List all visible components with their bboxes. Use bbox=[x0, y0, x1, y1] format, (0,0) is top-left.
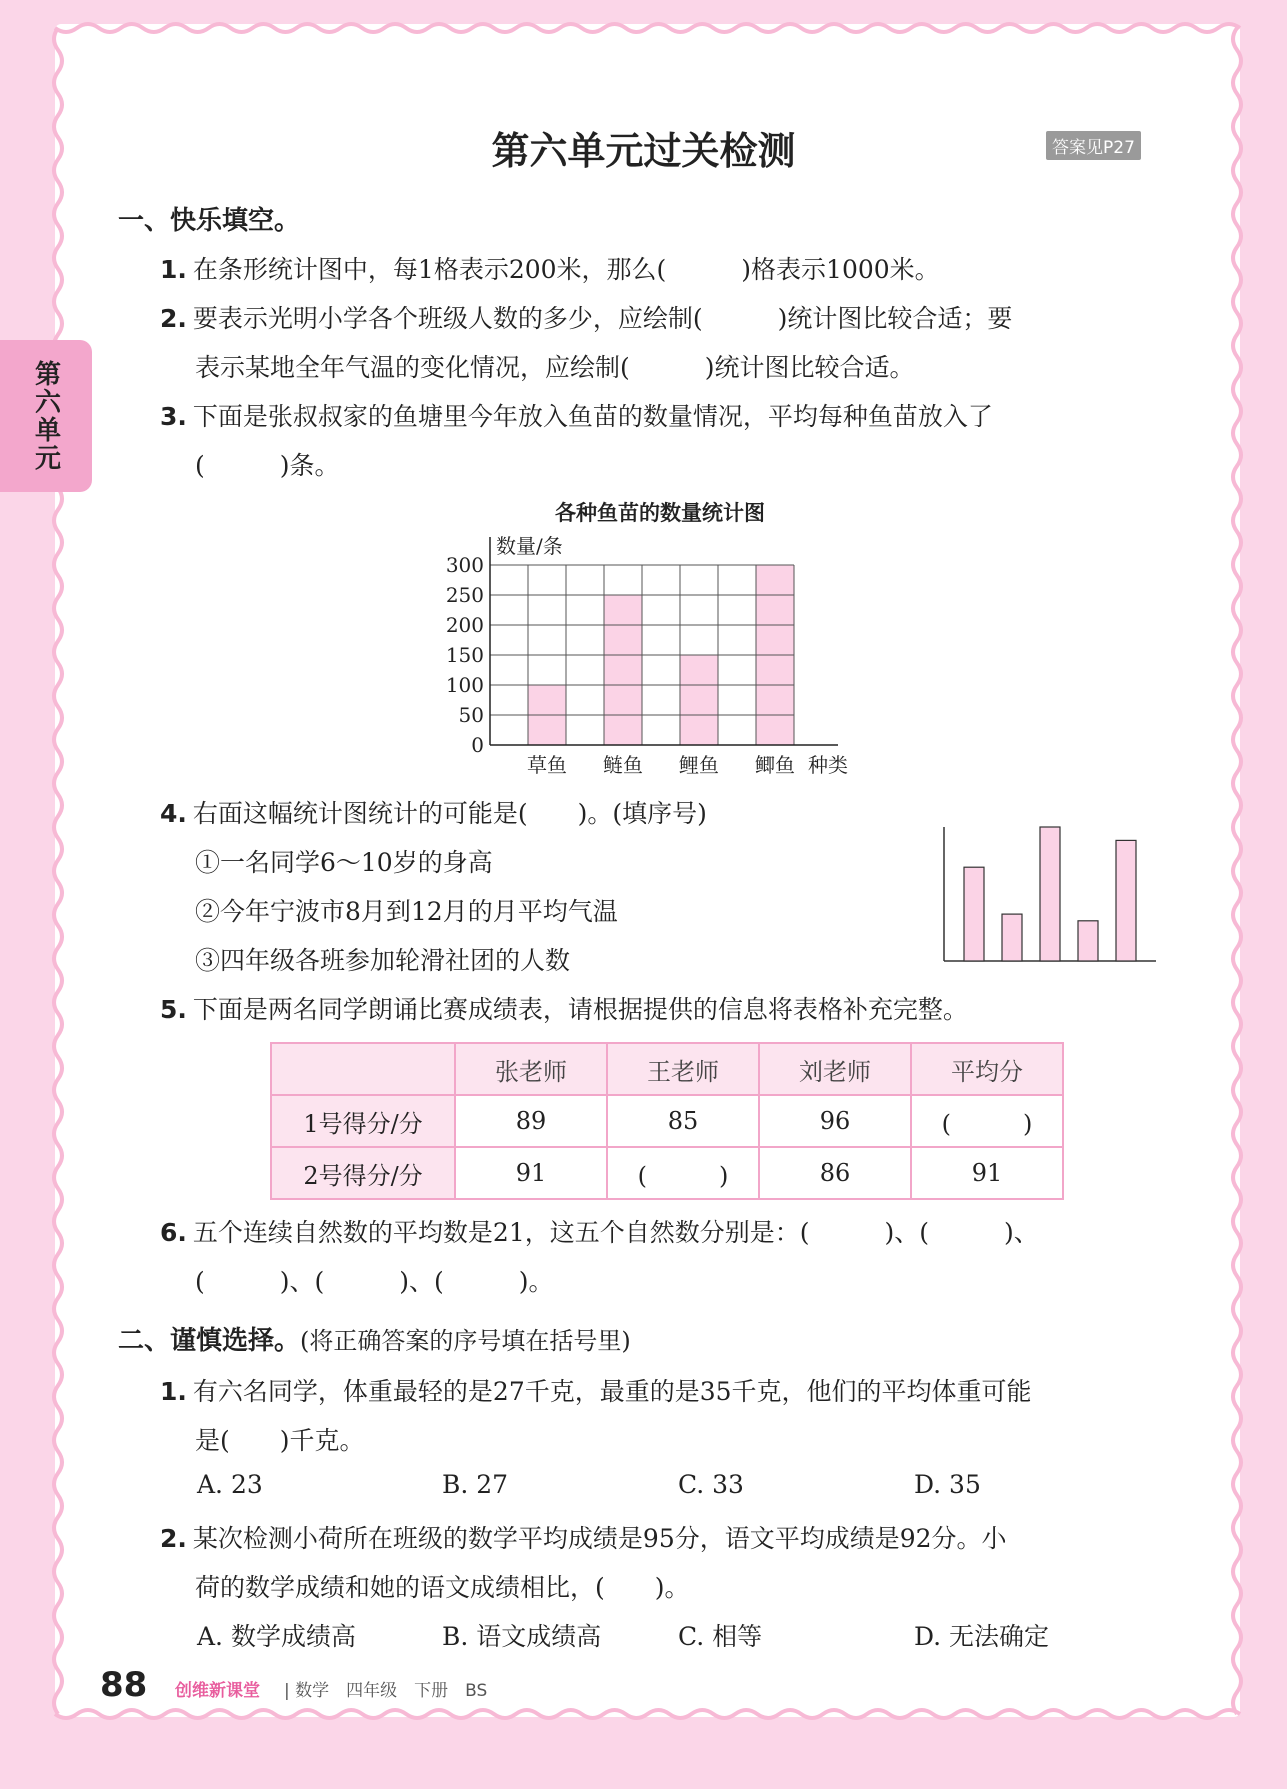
question-2-1-cont: 是( )千克。 bbox=[195, 1426, 365, 1455]
question-text: 五个连续自然数的平均数是21，这五个自然数分别是：( )、( )、 bbox=[192, 1218, 1039, 1247]
table-row bbox=[271, 1147, 1063, 1199]
table-cell: 85 bbox=[607, 1095, 759, 1147]
bar bbox=[1040, 827, 1060, 961]
choice-a: A. 23 bbox=[197, 1470, 263, 1499]
unit-side-tab: 第六单元 bbox=[0, 340, 92, 492]
x-tick-label: 鲤鱼 bbox=[679, 753, 719, 777]
question-2-2 bbox=[160, 1519, 1007, 1555]
answer-reference-badge: 答案见P27 bbox=[1046, 131, 1141, 160]
y-tick-label: 100 bbox=[445, 673, 484, 697]
x-tick-label: 草鱼 bbox=[527, 753, 567, 777]
choice-c: C. 相等 bbox=[678, 1622, 763, 1651]
question-number: 1. bbox=[160, 1377, 187, 1406]
x-tick-label: 鲫鱼 bbox=[755, 753, 795, 777]
question-text: 在条形统计图中，每1格表示200米，那么( )格表示1000米。 bbox=[192, 255, 940, 284]
option-3: ③四年级各班参加轮滑社团的人数 bbox=[195, 946, 571, 975]
table-row bbox=[271, 1095, 1063, 1147]
question-1-1 bbox=[160, 250, 940, 286]
question-text: 有六名同学，体重最轻的是27千克，最重的是35千克，他们的平均体重可能 bbox=[192, 1377, 1032, 1406]
y-tick-label: 150 bbox=[445, 643, 484, 667]
question-number: 4. bbox=[160, 799, 187, 828]
y-tick-label: 50 bbox=[458, 703, 484, 727]
y-tick-label: 300 bbox=[445, 553, 484, 577]
y-axis-label: 数量/条 bbox=[496, 534, 563, 558]
footer-brand: 创维新课堂 bbox=[175, 1681, 260, 1701]
table-cell: 89 bbox=[455, 1095, 607, 1147]
question-text: 要表示光明小学各个班级人数的多少，应绘制( )统计图比较合适；要 bbox=[192, 304, 1013, 333]
table-cell-blank: ( ) bbox=[607, 1147, 759, 1199]
x-tick-label: 鲢鱼 bbox=[603, 753, 643, 777]
question-text: 某次检测小荷所在班级的数学平均成绩是95分，语文平均成绩是92分。小 bbox=[192, 1524, 1007, 1553]
question-number: 2. bbox=[160, 1524, 187, 1553]
question-number: 5. bbox=[160, 995, 187, 1024]
y-tick-label: 250 bbox=[445, 583, 484, 607]
table-cell-blank: ( ) bbox=[911, 1095, 1063, 1147]
question-text: 下面是张叔叔家的鱼塘里今年放入鱼苗的数量情况，平均每种鱼苗放入了 bbox=[192, 402, 993, 431]
question-2-1 bbox=[160, 1372, 1032, 1408]
section1-heading: 一、快乐填空。 bbox=[118, 206, 301, 236]
option-2: ②今年宁波市8月到12月的月平均气温 bbox=[195, 897, 618, 926]
table-cell: 91 bbox=[911, 1147, 1063, 1199]
question-text: 下面是两名同学朗诵比赛成绩表，请根据提供的信息将表格补充完整。 bbox=[192, 995, 968, 1024]
section2-title: 二、谨慎选择。 bbox=[118, 1326, 301, 1356]
bar bbox=[680, 655, 718, 745]
question-number: 1. bbox=[160, 255, 187, 284]
table-header-cell: 张老师 bbox=[455, 1043, 607, 1095]
bar bbox=[964, 867, 984, 961]
choice-b: B. 语文成绩高 bbox=[442, 1622, 602, 1651]
bar bbox=[1078, 921, 1098, 961]
table-header-row bbox=[271, 1043, 1063, 1095]
table-cell: 86 bbox=[759, 1147, 911, 1199]
choice-d: D. 无法确定 bbox=[914, 1622, 1050, 1651]
table-row-label: 1号得分/分 bbox=[271, 1095, 455, 1147]
bar bbox=[604, 595, 642, 745]
y-tick-label: 200 bbox=[445, 613, 484, 637]
option-1: ①一名同学6～10岁的身高 bbox=[195, 848, 493, 877]
table-row-label: 2号得分/分 bbox=[271, 1147, 455, 1199]
choice-b: B. 27 bbox=[442, 1470, 509, 1499]
page-number: 88 bbox=[100, 1665, 148, 1705]
question-text: 右面这幅统计图统计的可能是( )。(填序号) bbox=[192, 799, 707, 828]
question-1-2-cont: 表示某地全年气温的变化情况，应绘制( )统计图比较合适。 bbox=[195, 353, 915, 382]
section2-note: (将正确答案的序号填在括号里) bbox=[300, 1327, 631, 1355]
question-2-2-cont: 荷的数学成绩和她的语文成绩相比，( )。 bbox=[195, 1573, 690, 1602]
table-header-cell: 王老师 bbox=[607, 1043, 759, 1095]
x-axis-label: 种类 bbox=[808, 753, 848, 777]
question-1-2 bbox=[160, 299, 1012, 335]
page-title: 第六单元过关检测 bbox=[491, 129, 796, 173]
question-1-3 bbox=[160, 397, 993, 433]
question-1-4 bbox=[160, 794, 707, 830]
mini-bar-chart bbox=[940, 825, 1160, 965]
choice-c: C. 33 bbox=[678, 1470, 744, 1499]
table-header-cell: 刘老师 bbox=[759, 1043, 911, 1095]
question-1-3-cont: ( )条。 bbox=[195, 451, 340, 480]
section2-heading bbox=[118, 1320, 631, 1357]
question-number: 6. bbox=[160, 1218, 187, 1247]
table-cell: 91 bbox=[455, 1147, 607, 1199]
table-header-cell bbox=[271, 1043, 455, 1095]
y-tick-label: 0 bbox=[471, 733, 484, 757]
score-table bbox=[270, 1042, 1064, 1200]
fish-chart-title: 各种鱼苗的数量统计图 bbox=[555, 501, 765, 525]
bar bbox=[1002, 914, 1022, 961]
choice-a: A. 数学成绩高 bbox=[197, 1622, 356, 1651]
question-number: 2. bbox=[160, 304, 187, 333]
table-header-cell: 平均分 bbox=[911, 1043, 1063, 1095]
question-1-6-cont: ( )、( )、( )。 bbox=[195, 1267, 554, 1296]
bar bbox=[1116, 840, 1136, 961]
footer-info: | 数学 四年级 下册 BS bbox=[284, 1681, 488, 1701]
fish-bar-chart bbox=[430, 525, 890, 780]
table-cell: 96 bbox=[759, 1095, 911, 1147]
question-number: 3. bbox=[160, 402, 187, 431]
question-1-6 bbox=[160, 1213, 1039, 1249]
question-1-5 bbox=[160, 990, 968, 1026]
choice-d: D. 35 bbox=[914, 1470, 981, 1499]
